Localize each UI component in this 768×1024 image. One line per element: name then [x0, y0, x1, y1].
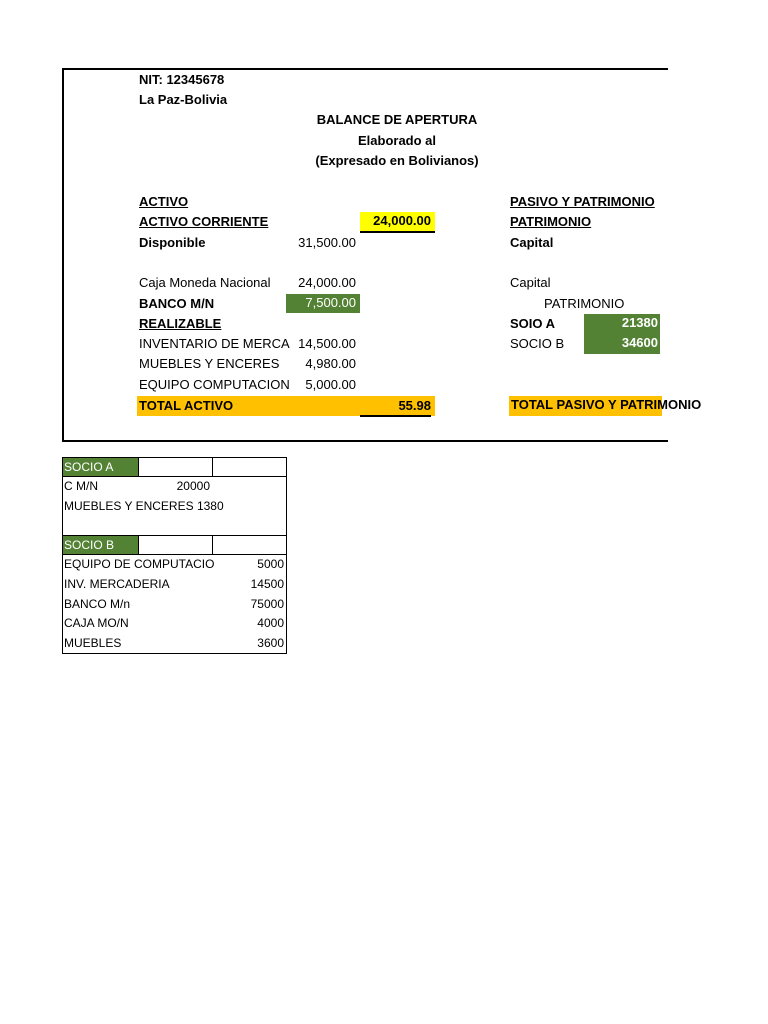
- inventario-label: INVENTARIO DE MERCA: [139, 336, 290, 351]
- socio-b-empty-cell[interactable]: [138, 535, 213, 555]
- caja-label: Caja Moneda Nacional: [139, 275, 271, 290]
- caja-value[interactable]: 24,000.00: [298, 275, 356, 290]
- muebles-value[interactable]: 4,980.00: [305, 356, 356, 371]
- capital-label: Capital: [510, 235, 554, 250]
- disponible-label: Disponible: [139, 235, 206, 250]
- socio-b-row-value[interactable]: 75000: [250, 597, 284, 611]
- city-text: La Paz-Bolivia: [139, 92, 228, 107]
- activo-corriente-total[interactable]: 24,000.00: [360, 212, 435, 233]
- socio-b-value[interactable]: 34600: [584, 334, 660, 354]
- socio-b-row-value[interactable]: 5000: [257, 557, 284, 571]
- muebles-label: MUEBLES Y ENCERES: [139, 356, 280, 371]
- socio-b-empty-cell[interactable]: [212, 535, 287, 555]
- capital2-label: Capital: [510, 275, 551, 290]
- patrimonio-label: PATRIMONIO: [510, 214, 592, 229]
- socio-a-label: SOIO A: [510, 316, 556, 331]
- total-pasivo-label: TOTAL PASIVO Y PATRIMONIO: [509, 396, 662, 416]
- socio-a-empty-cell[interactable]: [212, 457, 287, 477]
- activo-corriente-label: ACTIVO CORRIENTE: [139, 214, 269, 229]
- report-subtitle: Elaborado al: [357, 133, 437, 148]
- banco-value[interactable]: 7,500.00: [286, 294, 360, 313]
- socio-a-header[interactable]: SOCIO A: [63, 458, 139, 476]
- equipo-value[interactable]: 5,000.00: [305, 377, 356, 392]
- inventario-value[interactable]: 14,500.00: [298, 336, 356, 351]
- pasivo-heading: PASIVO Y PATRIMONIO: [510, 194, 655, 209]
- socio-b-row-label: INV. MERCADERIA: [64, 577, 170, 591]
- socio-b-label: SOCIO B: [510, 336, 565, 351]
- socio-b-row-value[interactable]: 3600: [257, 636, 284, 650]
- patrimonio2-label: PATRIMONIO: [544, 296, 625, 311]
- total-activo-label: TOTAL ACTIVO: [139, 398, 234, 413]
- socio-b-row-value[interactable]: 4000: [257, 616, 284, 630]
- report-title: BALANCE DE APERTURA: [316, 112, 478, 127]
- socio-b-row-label: EQUIPO DE COMPUTACIO: [64, 557, 215, 571]
- nit-text: NIT: 12345678: [139, 72, 225, 87]
- socio-b-header[interactable]: SOCIO B: [63, 536, 139, 554]
- activo-heading: ACTIVO: [139, 194, 189, 209]
- currency-note: (Expresado en Bolivianos): [315, 153, 479, 168]
- disponible-value[interactable]: 31,500.00: [298, 235, 356, 250]
- socio-b-row-label: CAJA MO/N: [64, 616, 129, 630]
- socio-b-row-label: BANCO M/n: [64, 597, 131, 611]
- socio-a-row-label: C M/N: [64, 479, 98, 493]
- socio-a-value[interactable]: 21380: [584, 314, 660, 334]
- socio-a-row-value[interactable]: 20000: [176, 479, 210, 493]
- socio-b-row-label: MUEBLES: [64, 636, 122, 650]
- equipo-label: EQUIPO COMPUTACION: [139, 377, 290, 392]
- total-activo-value[interactable]: 55.98: [360, 397, 431, 417]
- socio-b-row-value[interactable]: 14500: [250, 577, 284, 591]
- realizable-label: REALIZABLE: [139, 316, 222, 331]
- socio-a-row-label: MUEBLES Y ENCERES 1380: [64, 499, 224, 513]
- banco-label: BANCO M/N: [139, 296, 215, 311]
- socio-a-empty-cell[interactable]: [138, 457, 213, 477]
